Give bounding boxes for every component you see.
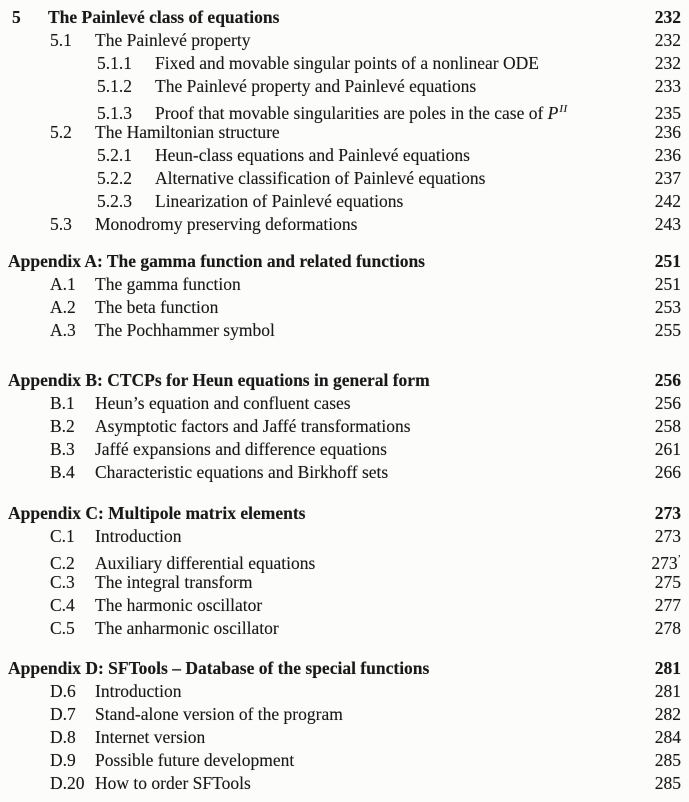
entry-number: C.1: [50, 526, 75, 546]
entry-title: Possible future development: [95, 750, 295, 770]
entry-title: Introduction: [95, 526, 182, 546]
entry-title: Asymptotic factors and Jaffé transformations: [95, 416, 411, 436]
page-number: 233: [654, 76, 681, 96]
entry-title: Fixed and movable singular points of a nonlinear ODE: [155, 53, 539, 73]
toc-entry-row: [0, 617, 689, 640]
entry-title: Internet version: [95, 727, 206, 747]
toc-section: [0, 502, 689, 640]
toc-entry-row: [0, 772, 689, 795]
page-number: 284: [654, 727, 681, 747]
entry-title: The beta function: [95, 297, 219, 317]
entry-title: Linearization of Painlevé equations: [155, 191, 404, 211]
section-number: 5: [12, 7, 21, 27]
entry-title: Introduction: [95, 681, 182, 701]
toc-entry-row: [0, 296, 689, 319]
entry-number: C.4: [50, 595, 75, 615]
toc-heading-row: [0, 6, 689, 29]
page-number: 243: [654, 214, 681, 234]
toc-entry-row: [0, 703, 689, 726]
entry-title: The integral transform: [95, 572, 253, 592]
entry-number: C.3: [50, 572, 75, 592]
toc-entry-row: [0, 98, 689, 121]
toc-entry-row: [0, 438, 689, 461]
toc-entry-row: [0, 190, 689, 213]
math-symbol: P: [547, 102, 559, 123]
page-number: 253: [654, 297, 681, 317]
toc-entry-row: [0, 571, 689, 594]
page-number: 251: [654, 251, 681, 271]
toc-entry-row: [0, 525, 689, 548]
toc-heading-row: [0, 502, 689, 525]
page-number: 277: [654, 595, 681, 615]
toc-section: [0, 250, 689, 342]
entry-title: Characteristic equations and Birkhoff sets: [95, 462, 389, 482]
entry-number: B.2: [50, 416, 75, 436]
entry-number: 5.2.2: [97, 168, 132, 188]
page-number: 285: [654, 750, 681, 770]
entry-number: B.1: [50, 393, 75, 413]
entry-number: D.7: [50, 704, 76, 724]
entry-number: C.2: [50, 552, 75, 573]
page-number: 232: [654, 53, 681, 73]
toc-entry-row: [0, 594, 689, 617]
entry-number: D.20: [50, 773, 85, 793]
entry-number: A.2: [50, 297, 76, 317]
page-number: 236: [654, 122, 681, 142]
toc-entry-row: [0, 415, 689, 438]
section-title: Appendix A: The gamma function and related functions: [8, 251, 425, 271]
entry-number: 5.3: [50, 214, 72, 234]
toc-entry-row: [0, 392, 689, 415]
page-number: 278: [654, 618, 681, 638]
entry-number: D.9: [50, 750, 76, 770]
toc-entry-row: [0, 749, 689, 772]
section-title: Appendix B: CTCPs for Heun equations in general form: [8, 370, 430, 390]
page-number: 232: [654, 7, 681, 27]
entry-number: C.5: [50, 618, 75, 638]
page-number: 281: [654, 681, 681, 701]
page-number: 266: [654, 462, 681, 482]
math-superscript: II: [559, 103, 568, 115]
toc-heading-row: [0, 250, 689, 273]
toc-entry-row: [0, 167, 689, 190]
page-number: 236: [654, 145, 681, 165]
entry-title: The harmonic oscillator: [95, 595, 263, 615]
page-number: 255: [654, 320, 681, 340]
entry-number: D.8: [50, 727, 76, 747]
entry-title: Proof that movable singularities are poles in the case of $P^{II}$: [155, 102, 568, 123]
toc-entry-row: [0, 319, 689, 342]
page-number: 275: [654, 572, 681, 592]
entry-title: Jaffé expansions and difference equations: [95, 439, 387, 459]
entry-number: A.1: [50, 274, 76, 294]
entry-title: Alternative classification of Painlevé equations: [155, 168, 486, 188]
entry-title: Heun-class equations and Painlevé equations: [155, 145, 470, 165]
entry-title: The anharmonic oscillator: [95, 618, 279, 638]
page-number: 251: [654, 274, 681, 294]
page-number: 235: [654, 102, 681, 123]
page-number: 282: [654, 704, 681, 724]
toc-entry-row: [0, 548, 689, 571]
toc-entry-row: [0, 213, 689, 236]
entry-number: 5.2.3: [97, 191, 132, 211]
scan-artifact: ʼ: [677, 554, 681, 565]
page-number: $273^ʼ$: [651, 552, 681, 573]
entry-title: Heun’s equation and confluent cases: [95, 393, 351, 413]
page-number: 285: [654, 773, 681, 793]
page-number: 281: [654, 658, 681, 678]
entry-title: The Painlevé property: [95, 30, 251, 50]
entry-number: B.3: [50, 439, 75, 459]
entry-number: D.6: [50, 681, 76, 701]
entry-title: Auxiliary differential equations: [95, 552, 316, 573]
page-number: 261: [654, 439, 681, 459]
toc-heading-row: [0, 369, 689, 392]
toc-entry-row: [0, 75, 689, 98]
toc-section: [0, 657, 689, 795]
page-number: 256: [654, 370, 681, 390]
toc-entry-row: [0, 726, 689, 749]
entry-title: The gamma function: [95, 274, 241, 294]
entry-number: 5.2.1: [97, 145, 132, 165]
toc-entry-row: [0, 273, 689, 296]
entry-number: 5.1.2: [97, 76, 132, 96]
entry-title: Monodromy preserving deformations: [95, 214, 358, 234]
toc-entry-row: [0, 52, 689, 75]
entry-number: 5.2: [50, 122, 72, 142]
page-number: 273: [654, 526, 681, 546]
entry-number: B.4: [50, 462, 75, 482]
toc-entry-row: [0, 29, 689, 52]
toc-entry-row: [0, 144, 689, 167]
section-title: Appendix C: Multipole matrix elements: [8, 503, 306, 523]
entry-number: 5.1: [50, 30, 72, 50]
entry-title: The Pochhammer symbol: [95, 320, 275, 340]
page-number: 242: [654, 191, 681, 211]
toc-entry-row: [0, 461, 689, 484]
page-number: 232: [654, 30, 681, 50]
toc-entry-row: [0, 680, 689, 703]
entry-title: How to order SFTools: [95, 773, 251, 793]
toc-section: [0, 369, 689, 484]
page-number: 256: [654, 393, 681, 413]
toc-heading-row: [0, 657, 689, 680]
entry-title: The Hamiltonian structure: [95, 122, 280, 142]
entry-number: 5.1.1: [97, 53, 132, 73]
toc-section: [0, 6, 689, 236]
entry-number: 5.1.3: [97, 102, 132, 123]
page-number: 273: [654, 503, 681, 523]
section-title: The Painlevé class of equations: [48, 7, 280, 27]
page-number: 237: [654, 168, 681, 188]
page-number: 258: [654, 416, 681, 436]
entry-title: Stand-alone version of the program: [95, 704, 343, 724]
section-title: Appendix D: SFTools – Database of the special functions: [8, 658, 430, 678]
entry-title: The Painlevé property and Painlevé equations: [155, 76, 477, 96]
entry-number: A.3: [50, 320, 76, 340]
